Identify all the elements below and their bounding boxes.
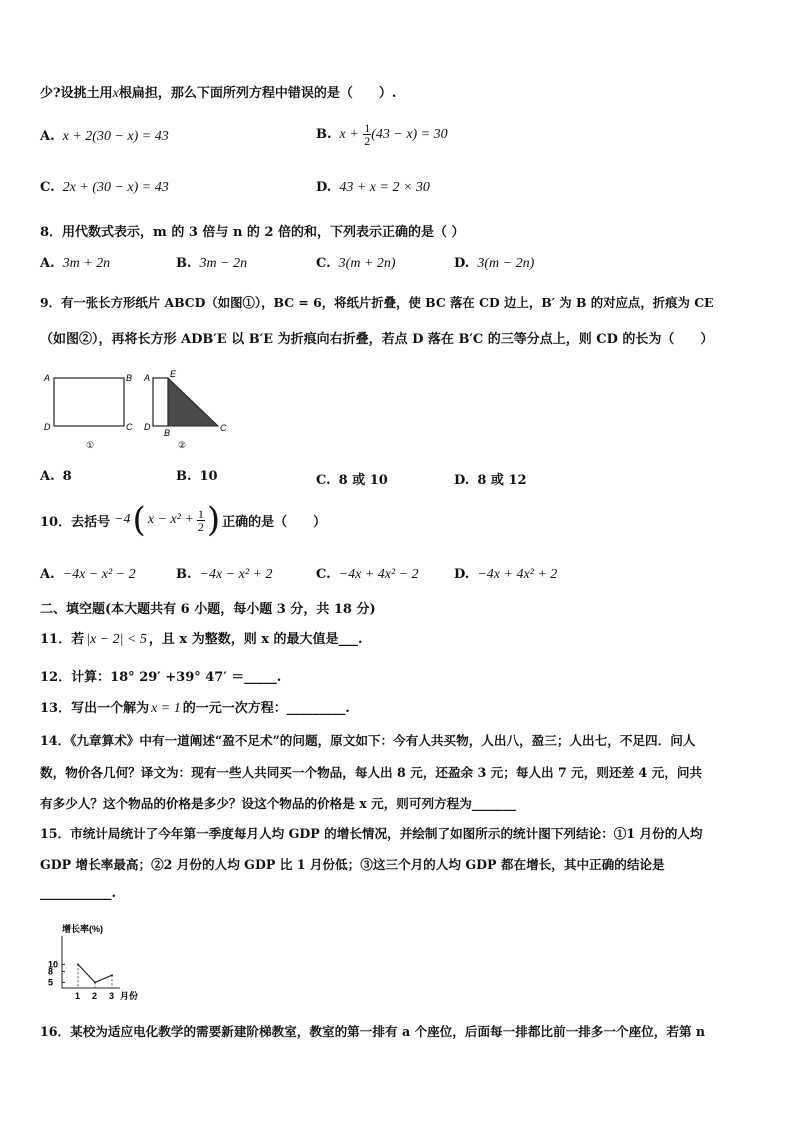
label-d: D (44, 422, 51, 432)
data-point (94, 981, 96, 983)
folded-triangle (168, 378, 218, 426)
label-b: B (164, 428, 171, 438)
frac-den: 2 (364, 134, 371, 148)
option-expr: 10 (199, 469, 218, 484)
q8-option-a[interactable] (40, 256, 110, 272)
option-label: D. (454, 567, 470, 582)
q8-option-d[interactable] (454, 256, 534, 272)
q9-figures (40, 368, 240, 458)
q7-option-b[interactable] (316, 122, 448, 147)
y-tick-label: 10 (48, 959, 59, 970)
frac-num: 1 (364, 121, 371, 135)
left-paren: ( (132, 500, 146, 540)
label-b: B (126, 373, 133, 383)
right-paren: ) (206, 500, 221, 540)
data-point (77, 963, 79, 965)
x-tick-label: 3 (109, 991, 115, 1001)
option-label: B. (176, 256, 192, 271)
option-label: D. (316, 180, 332, 195)
q10-post: 正确的是（ ） (222, 514, 327, 530)
q13-pre: 13．写出一个解为 (40, 701, 150, 716)
q10-option-a[interactable] (40, 567, 136, 583)
q14-line2: 数，物价各几何？译文为：现有一些人共同买一个物品，每人出 8 元，还盈余 3 元；每人出 7 元，则还差 4 元，问共 (40, 765, 703, 780)
q11-post: ，且 x 为整数，则 x 的最大值是___. (148, 632, 363, 647)
label-e: E (170, 369, 177, 379)
option-expr: x + 2(30 − x) = 43 (62, 129, 169, 144)
option-label: B. (316, 127, 332, 142)
q14-line1: 14．《九章算术》中有一道阐述“盈不足术”的问题，原文如下：今有人共买物，人出八，盈三；人出七，不足四．问人 (40, 733, 696, 748)
q9-option-a[interactable] (40, 469, 72, 484)
q7-cont-text2: 根扁担，那么下面所列方程中错误的是（ ）. (118, 86, 397, 101)
option-label: A. (40, 256, 55, 271)
label-c: C (220, 423, 227, 433)
q7-cont-text: 少?设挑土用 (40, 86, 113, 101)
option-label: C. (40, 180, 55, 195)
figure-2 (143, 369, 227, 450)
option-label: A. (40, 469, 55, 484)
q15-line2: GDP 增长率最高；②2 月份的人均 GDP 比 1 月份低；③这三个月的人均 GDP 都在增长，其中正确的结论是 (40, 857, 665, 872)
option-expr: −4x + 4x² + 2 (477, 567, 558, 582)
frac-num: 1 (197, 506, 204, 521)
option-expr: 3(m + 2n) (338, 256, 396, 271)
option-expr: 8 或 12 (477, 473, 527, 488)
q7-var: x (112, 86, 119, 101)
q8-option-b[interactable] (176, 256, 247, 272)
q13-post: 的一元一次方程：_________. (182, 701, 350, 716)
q8-text: 8．用代数式表示，m 的 3 倍与 n 的 2 倍的和，下列表示正确的是（ ） (40, 225, 465, 240)
q15-line3: ___________. (40, 886, 117, 901)
q11-pre: 11．若 (40, 632, 85, 647)
q10-coef: −4 (114, 512, 131, 527)
x-tick-label: 1 (75, 991, 81, 1001)
q9-option-d[interactable] (454, 469, 527, 488)
q10-text (40, 500, 327, 540)
q16-text: 16．某校为适应电化教学的需要新建阶梯教室，教室的第一排有 a 个座位，后面每一排都比前一排多一个座位，若第 n (40, 1024, 706, 1039)
figure-1 (43, 373, 133, 450)
q9-line2: （如图②），再将长方形 ADB′E 以 B′E 为折痕向右折叠，若点 D 落在 B′C 的三等分点上，则 CD 的长为（ ） (40, 332, 714, 347)
option-label: A. (40, 129, 55, 144)
option-label: C. (316, 567, 331, 582)
q10-inner: x − x² + (147, 512, 194, 527)
q13-text (40, 697, 350, 717)
option-expr: 3(m − 2n) (477, 256, 535, 271)
option-expr: 43 + x = 2 × 30 (339, 180, 430, 195)
label-a: A (144, 373, 151, 383)
q9-option-c[interactable] (316, 469, 388, 488)
label-a: A (44, 373, 51, 383)
q7-option-d[interactable] (316, 180, 430, 196)
option-expr: 3m − 2n (199, 256, 248, 271)
label-c: C (126, 422, 133, 432)
option-expr: 8 或 10 (338, 473, 388, 488)
q10-pre: 10．去括号 (40, 514, 111, 530)
option-label: B. (176, 567, 192, 582)
q8-option-c[interactable] (316, 256, 396, 272)
q13-expr: x = 1 (151, 701, 181, 716)
caption-2: ② (178, 440, 187, 450)
option-expr-post: (43 − x) = 30 (371, 127, 448, 142)
q11-text (40, 628, 363, 648)
chart-xlabel: 月份 (120, 991, 139, 1001)
option-label: D. (454, 256, 470, 271)
series-line (78, 964, 112, 982)
q12-text: 12．计算：18° 29′ +39° 47′ ＝_____. (40, 670, 282, 685)
option-expr: 3m + 2n (62, 256, 111, 271)
option-label: D. (454, 473, 470, 488)
q15-line1: 15．市统计局统计了今年第一季度每月人均 GDP 的增长情况，并绘制了如图所示的统计图下列结论：①1 月份的人均 (40, 826, 703, 841)
q7-continuation (40, 82, 396, 102)
option-label: C. (316, 473, 331, 488)
x-tick-label: 2 (92, 991, 98, 1001)
rectangle-abcd (54, 378, 124, 426)
data-point (111, 974, 113, 976)
y-tick-label: 5 (48, 977, 54, 988)
q14-line3: 有多少人？这个物品的价格是多少？设这个物品的价格是 x 元，则可列方程为_______ (40, 796, 516, 811)
q11-expr: |x − 2| < 5 (86, 632, 147, 647)
frac-den: 2 (197, 519, 204, 534)
option-label: A. (40, 567, 55, 582)
option-expr: −4x + 4x² − 2 (338, 567, 419, 582)
q7-option-c[interactable] (40, 180, 169, 196)
q7-option-a[interactable] (40, 129, 169, 145)
rectangle-adbe (153, 378, 168, 426)
chart-ylabel: 增长率(%) (62, 924, 103, 934)
q9-line1: 9．有一张长方形纸片 ABCD（如图①），BC = 6，将纸片折叠，使 BC 落在 CD 边上，B′ 为 B 的对应点，折痕为 CE (40, 295, 714, 310)
option-expr: 2x + (30 − x) = 43 (62, 180, 169, 195)
label-d: D (144, 422, 151, 432)
option-label: B. (176, 469, 192, 484)
q9-option-b[interactable] (176, 469, 218, 484)
option-label: C. (316, 256, 331, 271)
option-expr: −4x − x² + 2 (199, 567, 273, 582)
option-expr: 8 (62, 469, 72, 484)
q10-option-c[interactable] (316, 567, 419, 583)
gdp-growth-chart (40, 920, 170, 1005)
caption-1: ① (86, 440, 95, 450)
q10-option-b[interactable] (176, 567, 272, 583)
fraction (197, 508, 205, 533)
option-expr: x + (339, 127, 359, 142)
y-tick-label: 8 (48, 966, 54, 977)
q10-option-d[interactable] (454, 567, 557, 583)
section-heading: 二、填空题(本大题共有 6 小题，每小题 3 分，共 18 分) (40, 602, 376, 617)
option-expr: −4x − x² − 2 (62, 567, 136, 582)
